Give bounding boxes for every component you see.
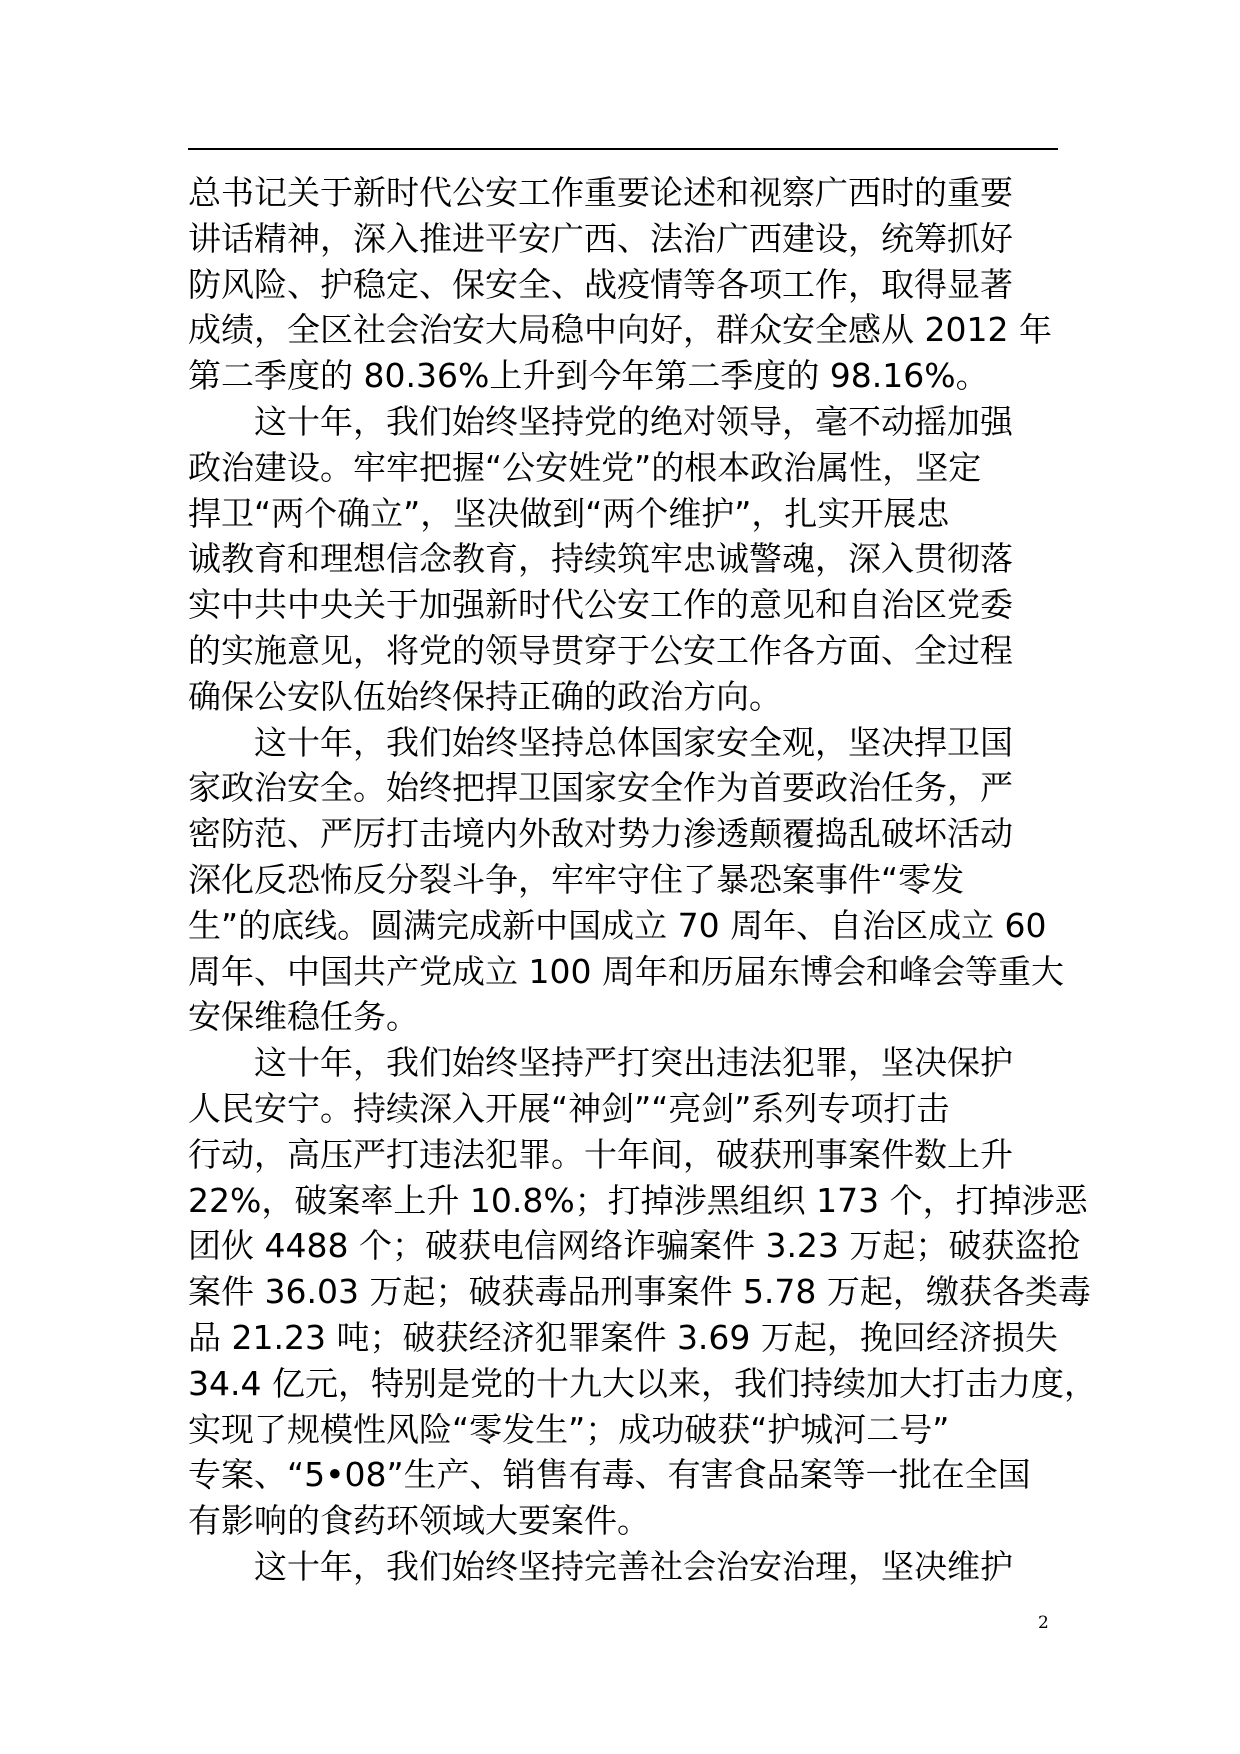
text-line: 安保维稳任务。	[188, 997, 419, 1037]
header-rule	[188, 148, 1058, 150]
page-number: 2	[1038, 1613, 1049, 1633]
text-line: 深化反恐怖反分裂斗争，牢牢守住了暴恐案事件“零发	[188, 859, 965, 899]
text-line: 34.4 亿元，特别是党的十九大以来，我们持续加大打击力度，	[188, 1363, 1097, 1403]
paragraph-first-line: 这十年，我们始终坚持党的绝对领导，毫不动摇加强	[254, 401, 1013, 441]
text-line: 讲话精神，深入推进平安广西、法治广西建设，统筹抓好	[188, 218, 1013, 258]
paragraph-first-line: 这十年，我们始终坚持总体国家安全观，坚决捍卫国	[254, 722, 1013, 762]
text-line: 行动，高压严打违法犯罪。十年间，破获刑事案件数上升	[188, 1134, 1013, 1174]
text-line: 防风险、护稳定、保安全、战疫情等各项工作，取得显著	[188, 264, 1013, 304]
text-line: 总书记关于新时代公安工作重要论述和视察广西时的重要	[188, 173, 1013, 212]
text-line: 捍卫“两个确立”，坚决做到“两个维护”，扎实开展忠	[188, 493, 950, 533]
text-line: 的实施意见，将党的领导贯穿于公安工作各方面、全过程	[188, 630, 1013, 670]
text-line: 团伙 4488 个；破获电信网络诈骗案件 3.23 万起；破获盗抢	[188, 1226, 1081, 1266]
body-text	[188, 170, 1097, 1590]
paragraph-first-line: 这十年，我们始终坚持严打突出违法犯罪，坚决保护	[254, 1043, 1013, 1083]
text-line: 确保公安队伍始终保持正确的政治方向。	[188, 676, 782, 716]
text-line: 专案、“5•08”生产、销售有毒、有害食品案等一批在全国	[188, 1455, 1031, 1495]
text-line: 实中共中央关于加强新时代公安工作的意见和自治区党委	[188, 585, 1013, 625]
text-line: 第二季度的 80.36%上升到今年第二季度的 98.16%。	[188, 356, 989, 396]
paragraph-first-line: 这十年，我们始终坚持完善社会治安治理，坚决维护	[254, 1546, 1013, 1586]
text-line: 周年、中国共产党成立 100 周年和历届东博会和峰会等重大	[188, 951, 1064, 991]
text-line: 密防范、严厉打击境内外敌对势力渗透颠覆捣乱破坏活动	[188, 814, 1013, 854]
text-line: 有影响的食药环领域大要案件。	[188, 1501, 650, 1541]
text-line: 家政治安全。始终把捍卫国家安全作为首要政治任务，严	[188, 768, 1013, 808]
text-line: 成绩，全区社会治安大局稳中向好，群众安全感从 2012 年	[188, 310, 1052, 350]
text-line: 实现了规模性风险“零发生”；成功破获“护城河二号”	[188, 1409, 950, 1449]
text-line: 品 21.23 吨；破获经济犯罪案件 3.69 万起，挽回经济损失	[188, 1317, 1058, 1357]
text-line: 诚教育和理想信念教育，持续筑牢忠诚警魂，深入贯彻落	[188, 539, 1013, 579]
text-line: 22%，破案率上升 10.8%；打掉涉黑组织 173 个，打掉涉恶	[188, 1180, 1088, 1220]
text-line: 案件 36.03 万起；破获毒品刑事案件 5.78 万起，缴获各类毒	[188, 1272, 1091, 1312]
text-line: 生”的底线。圆满完成新中国成立 70 周年、自治区成立 60	[188, 905, 1047, 945]
text-line: 人民安宁。持续深入开展“神剑”“亮剑”系列专项打击	[188, 1088, 950, 1128]
text-line: 政治建设。牢牢把握“公安姓党”的根本政治属性，坚定	[188, 447, 982, 487]
